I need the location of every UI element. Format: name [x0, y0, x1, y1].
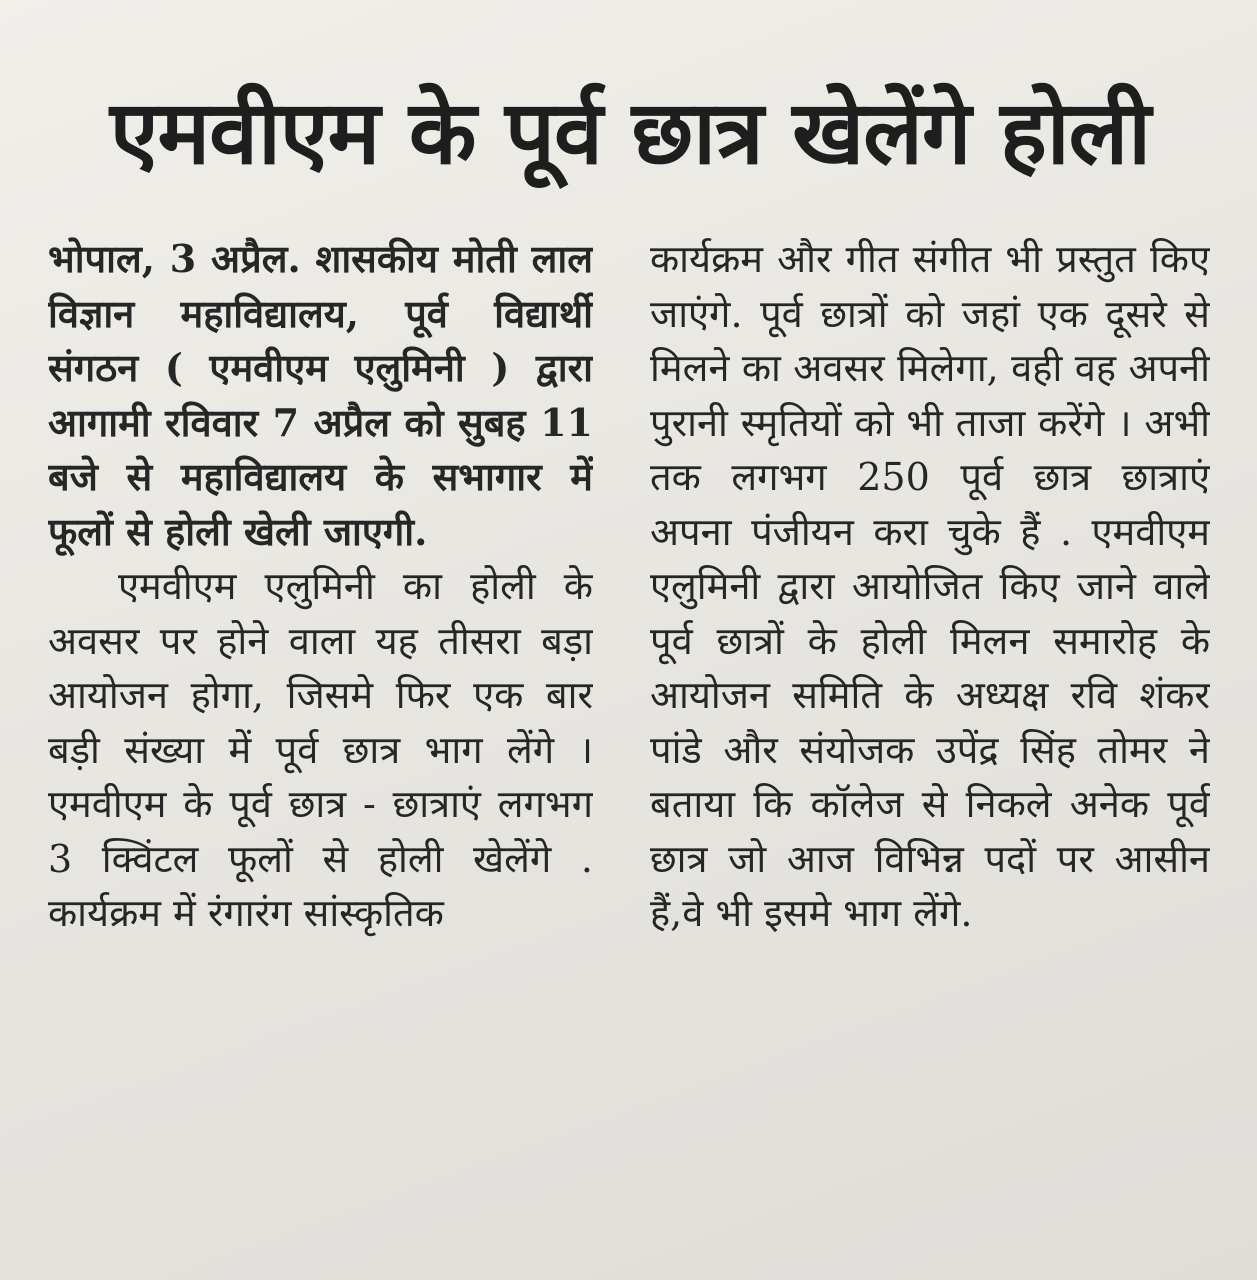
article-column-left [48, 232, 593, 1222]
headline: एमवीएम के पूर्व छात्र खेलेंगे होली [109, 81, 1151, 184]
article-column-right [650, 232, 1210, 1222]
article-paragraph: एमवीएम एलुमिनी का होली के अवसर पर होने वाला यह तीसरा बड़ा आयोजन होगा, जिसमे फिर एक बार बड़ी संख्या में पूर्व छात्र भाग लेंगे । एमवीएम के पूर्व छात्र - छात्राएं लगभग 3 क्विंटल फूलों से होली खेलेंगे . कार्यक्रम में रंगारंग सांस्कृतिक [48, 564, 593, 935]
article-paragraph: कार्यक्रम और गीत संगीत भी प्रस्तुत किए जाएंगे. पूर्व छात्रों को जहां एक दूसरे से मिलने का अवसर मिलेगा, वही वह अपनी पुरानी स्मृतियों को भी ताजा करेंगे । अभी तक लगभग 250 पूर्व छात्र छात्राएं अपना पंजीयन करा चुके हैं . एमवीएम एलुमिनी द्वारा आयोजित किए जाने वाले पूर्व छात्रों के होली मिलन समारोह के आयोजन समिति के अध्यक्ष रवि शंकर पांडे और संयोजक उपेंद्र सिंह तोमर ने बताया कि कॉलेज से निकले अनेक पूर्व छात्र जो आज विभिन्न पदों पर आसीन हैं,वे भी इसमे भाग लेंगे. [650, 237, 1210, 935]
article-paragraph-lead: भोपाल, 3 अप्रैल. शासकीय मोती लाल विज्ञान महाविद्यालय, पूर्व विद्यार्थी संगठन ( एमवीएम एलुमिनी ) द्वारा आगामी रविवार 7 अप्रैल को सुबह 11 बजे से महाविद्यालय के सभागार में फूलों से होली खेली जाएगी. [48, 236, 593, 554]
